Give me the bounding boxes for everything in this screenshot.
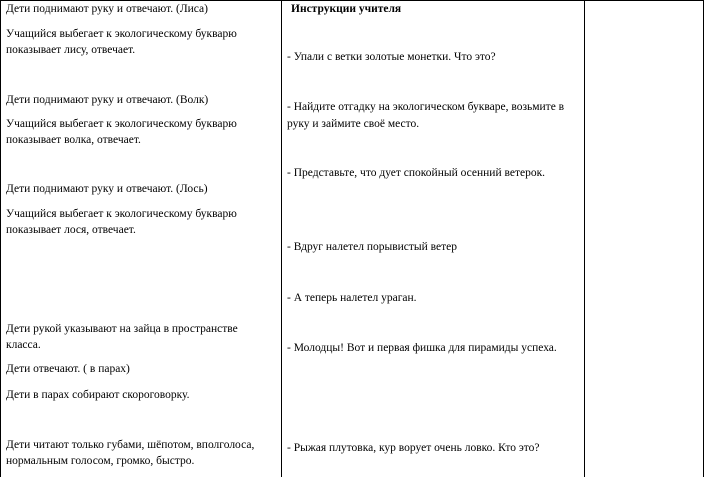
- pupil-activity-line: Дети поднимают руку и отвечают. (Волк): [6, 94, 209, 106]
- teacher-instruction-line: руку и займите своё место.: [287, 118, 420, 130]
- pupil-activity-line: показывает лису, отвечает.: [6, 44, 136, 56]
- pupil-activity-line: Дети отвечают. ( в парах): [6, 363, 130, 375]
- teacher-instruction-line: - Найдите отгадку на экологическом букваре, возьмите в: [287, 101, 565, 113]
- pupil-activity-line: Дети читают только губами, шёпотом, вполголоса,: [6, 439, 255, 451]
- teacher-instruction-line: - Вдруг налетел порывистый ветер: [287, 241, 458, 253]
- pupil-activity-line: Дети поднимают руку и отвечают. (Лиса): [6, 3, 208, 15]
- empty-column: [585, 1, 703, 477]
- pupil-activity-line: Учащийся выбегает к экологическому букварю: [6, 118, 237, 130]
- table-border-left: [0, 0, 1, 477]
- teacher-instruction-line: - А теперь налетел ураган.: [287, 292, 417, 304]
- pupil-activity-line: показывает лося, отвечает.: [6, 224, 136, 236]
- column-heading: Инструкции учителя: [291, 3, 402, 15]
- teacher-instruction-line: - Упали с ветки золотые монетки. Что это?: [287, 51, 496, 63]
- pupil-activity-line: Дети поднимают руку и отвечают. (Лось): [6, 183, 208, 195]
- pupil-activity-line: Учащийся выбегает к экологическому букварю: [6, 208, 237, 220]
- teacher-instruction-line: - Представьте, что дует спокойный осенний ветерок.: [287, 167, 546, 179]
- pupil-activity-line: Учащийся выбегает к экологическому букварю: [6, 28, 237, 40]
- pupil-activity-line: Дети в парах собирают скороговорку.: [6, 389, 190, 401]
- pupil-activity-line: нормальным голосом, громко, быстро.: [6, 455, 195, 467]
- teacher-instruction-line: - Молодцы! Вот и первая фишка для пирамиды успеха.: [287, 342, 557, 354]
- column-divider-1: [281, 0, 282, 477]
- pupil-activity-line: класса.: [6, 339, 41, 351]
- pupil-activity-line: показывает волка, отвечает.: [6, 134, 141, 146]
- teacher-instruction-line: - Рыжая плутовка, кур ворует очень ловко. Кто это?: [287, 442, 540, 454]
- pupil-activity-line: Дети рукой указывают на зайца в пространстве: [6, 323, 238, 335]
